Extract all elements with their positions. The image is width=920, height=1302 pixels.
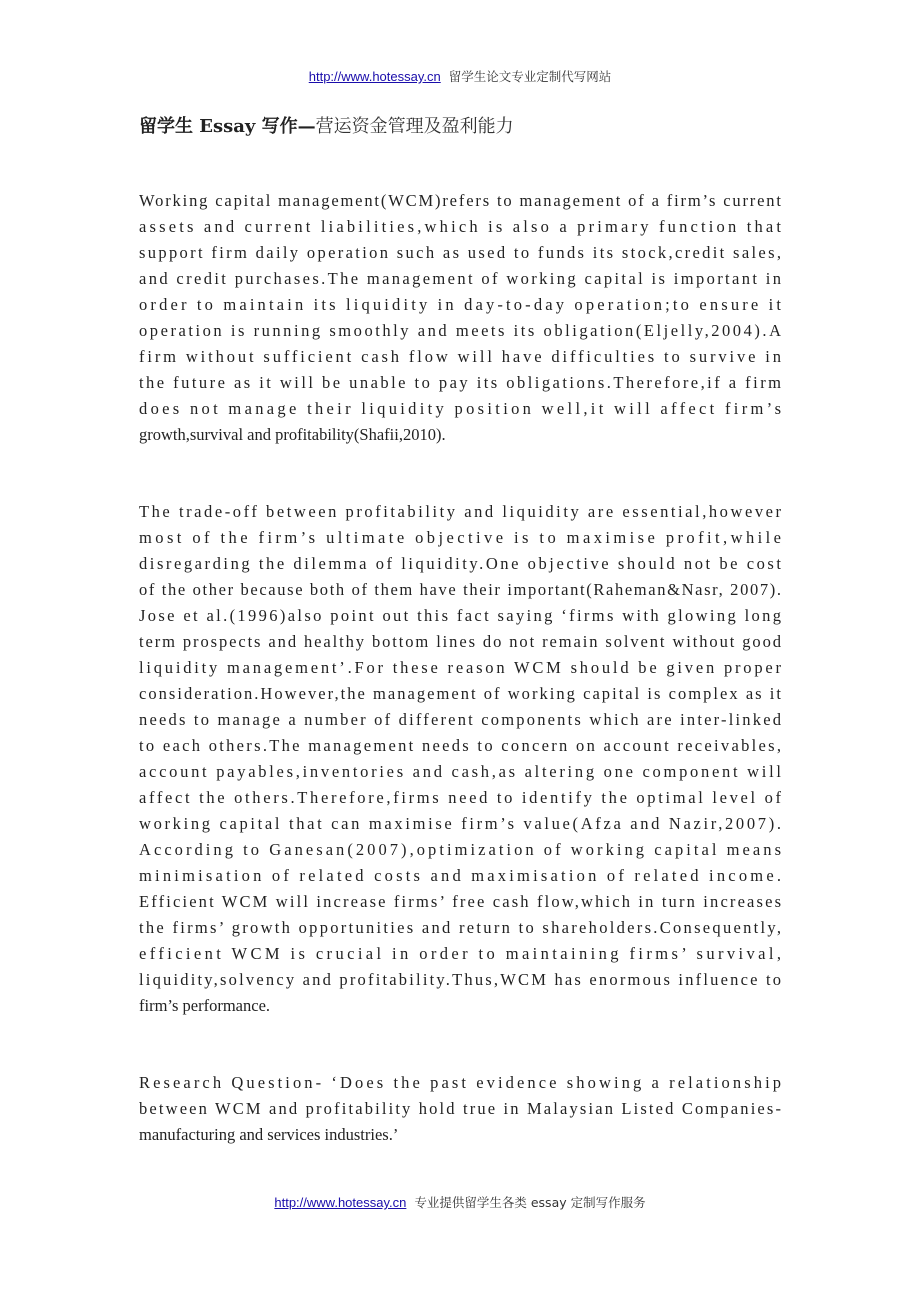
text-line: assets and current liabilities,which is also a primary function that [139, 217, 785, 236]
text-line: liquidity management’.For these reason WCM should be given proper [139, 658, 784, 677]
text-line: According to Ganesan(2007),optimization of working capital means [139, 840, 785, 859]
text-line: between WCM and profitability hold true in Malaysian Listed Companies- [139, 1099, 784, 1118]
page-header [0, 67, 920, 85]
text-line: the firms’ growth opportunities and return to shareholders.Consequently, [139, 918, 784, 937]
page-footer [0, 1193, 920, 1211]
title-bold: 留学生 Essay 写作— [139, 116, 316, 137]
footer-text: 专业提供留学生各类 essay 定制写作服务 [414, 1195, 646, 1210]
text-line: operation is running smoothly and meets its obligation(Eljelly,2004).A [139, 321, 784, 340]
text-line: Research Question- ‘Does the past evidence showing a relationship [139, 1073, 785, 1092]
document-title [139, 112, 514, 138]
text-line: order to maintain its liquidity in day-to-day operation;to ensure it [139, 295, 785, 314]
paragraph-tradeoff [139, 499, 785, 1019]
paragraph-research-question [139, 1070, 785, 1148]
text-line: liquidity,solvency and profitability.Thus,WCM has enormous influence to [139, 970, 784, 989]
text-line: manufacturing and services industries.’ [139, 1125, 399, 1144]
header-text: 留学生论文专业定制代写网站 [448, 69, 612, 84]
text-line: Efficient WCM will increase firms’ free cash flow,which in turn increases [139, 892, 784, 911]
text-line: The trade-off between profitability and liquidity are essential,however [139, 502, 784, 521]
text-line: most of the firm’s ultimate objective is to maximise profit,while [139, 528, 785, 547]
text-line: disregarding the dilemma of liquidity.One objective should not be cost [139, 554, 784, 573]
text-line: and credit purchases.The management of working capital is important in [139, 269, 784, 288]
text-line: does not manage their liquidity position well,it will affect firm’s [139, 399, 785, 418]
text-line: the future as it will be unable to pay its obligations.Therefore,if a firm [139, 373, 784, 392]
text-line: firm’s performance. [139, 996, 271, 1015]
text-line: affect the others.Therefore,firms need to identify the optimal level of [139, 788, 784, 807]
text-line: working capital that can maximise firm’s value(Afza and Nazir,2007). [139, 814, 784, 833]
title-rest: 营运资金管理及盈利能力 [315, 116, 514, 137]
header-link[interactable]: http://www.hotessay.cn [308, 69, 441, 84]
text-line: term prospects and healthy bottom lines do not remain solvent without good [139, 632, 783, 651]
text-line: needs to manage a number of different components which are inter-linked [139, 710, 784, 729]
text-line: support firm daily operation such as used to funds its stock,credit sales, [139, 243, 784, 262]
text-line: growth,survival and profitability(Shafii,2010). [139, 425, 446, 444]
text-line: of the other because both of them have their important(Raheman&Nasr, 2007). [139, 580, 783, 599]
paragraph-intro [139, 188, 785, 448]
text-line: account payables,inventories and cash,as altering one component will [139, 762, 784, 781]
text-line: firm without sufficient cash flow will have difficulties to survive in [139, 347, 784, 366]
text-line: to each others.The management needs to concern on account receivables, [139, 736, 784, 755]
text-line: Jose et al.(1996)also point out this fact saying ‘firms with glowing long [139, 606, 784, 625]
text-line: efficient WCM is crucial in order to maintaining firms’ survival, [139, 944, 785, 963]
text-line: consideration.However,the management of working capital is complex as it [139, 684, 784, 703]
text-line: minimisation of related costs and maximisation of related income. [139, 866, 785, 885]
footer-link[interactable]: http://www.hotessay.cn [274, 1195, 407, 1210]
text-line: Working capital management(WCM)refers to management of a firm’s current [139, 191, 783, 210]
